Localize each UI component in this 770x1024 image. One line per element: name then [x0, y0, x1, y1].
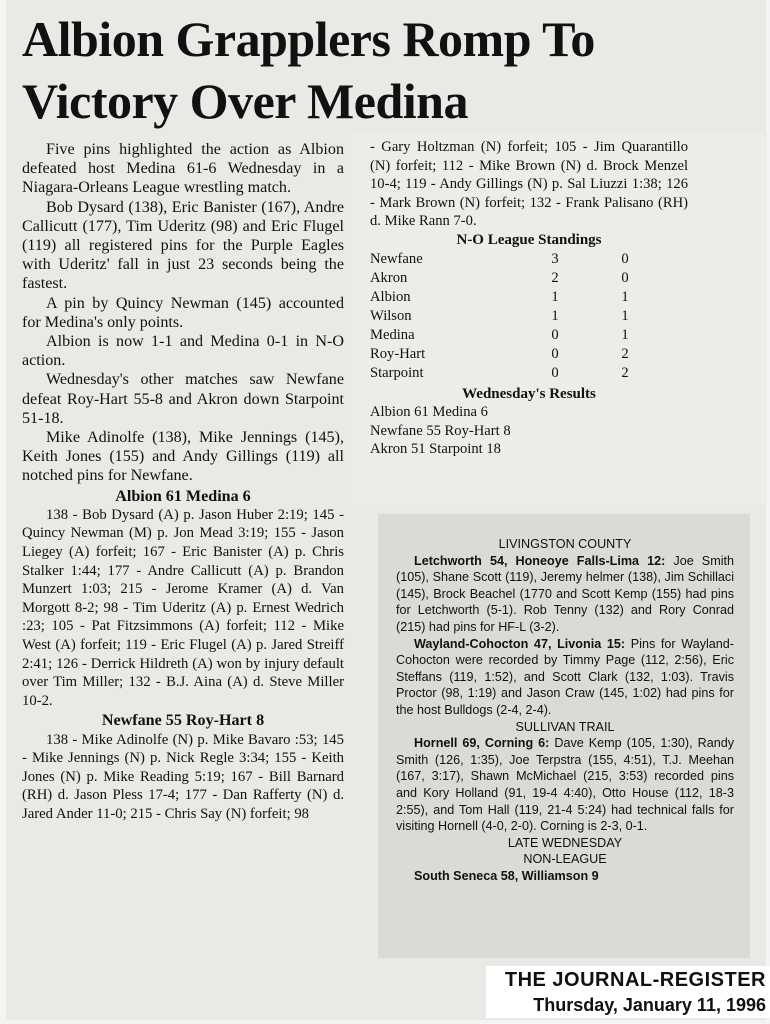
game-score: Hornell 69, Corning 6: [414, 736, 550, 751]
county-header: LIVINGSTON COUNTY [498, 537, 632, 551]
team-wins: 1 [551, 307, 559, 324]
county-game [396, 553, 734, 636]
team-losses: 2 [621, 364, 629, 381]
result-line: Newfane 55 Roy-Hart 8 [370, 422, 511, 439]
standings-row [370, 269, 660, 288]
team-wins: 2 [551, 269, 559, 286]
standings-row [370, 326, 660, 345]
standings-table [370, 250, 660, 383]
game-score: Wayland-Cohocton 47, Livonia 15: [414, 636, 626, 651]
article-paragraph: Albion is now 1-1 and Medina 0-1 in N-O action. [22, 333, 344, 370]
standings-row [370, 345, 660, 364]
team-losses: 1 [621, 288, 629, 305]
team-wins: 0 [551, 326, 559, 343]
article-right-column [370, 138, 688, 459]
team-name: Starpoint [370, 364, 424, 381]
result-line: Albion 61 Medina 6 [370, 404, 488, 421]
article-left-column [22, 140, 344, 824]
game-details: Pins for Wayland-Cohocton were recorded by Timmy Page (112, 2:56), Eric Steffans (119, 1:52), and Scott Clark (132, 1:03). Travis Proctor (98, 1:19) and Jason Craw (145, 1:02) had pins for the host Bulldogs (2-4, 2-4). [396, 636, 735, 717]
article-paragraph: Wednesday's other matches saw Newfane defeat Roy-Hart 55-8 and Akron down Starpoint 51-18. [22, 371, 344, 427]
team-wins: 0 [551, 364, 559, 381]
county-game [396, 636, 734, 719]
match-results-albion: 138 - Bob Dysard (A) p. Jason Huber 2:19; 145 - Quincy Newman (M) p. Jon Mead 3:19; 155 - Jason Liegey (A) forfeit; 167 - Eric Banister (A) p. Chris Stalker 1:44; 177 - Andre Callicutt (A) p. Brandon Munzert 1:03; 215 - Jerome Kramer (A) d. Van Morgott 8-2; 98 - Tim Uderitz (A) p. Ernest Wedrich :23; 105 - Pat Fitzsimmons (A) forfeit; 112 - Mike West (A) forfeit; 119 - Eric Flugel (A) p. Jared Streiff 2:41; 126 - Derrick Hildreth (A) won by injury default over Tim Miller; 132 - B.J. Aina (A) d. Steve Miller 10-2. [22, 506, 344, 709]
county-header: NON-LEAGUE [523, 852, 607, 867]
newspaper-date: Thursday, January 11, 1996 [533, 995, 766, 1015]
standings-row [370, 364, 660, 383]
county-game [396, 735, 734, 835]
article-paragraph: Mike Adinolfe (138), Mike Jennings (145), Keith Jones (155) and Andy Gillings (119) all notched pins for Newfane. [22, 429, 344, 485]
match-results-continued: - Gary Holtzman (N) forfeit; 105 - Jim Quarantillo (N) forfeit; 112 - Mike Brown (N) d. Brock Menzel 10-4; 119 - Andy Gillings (N) p. Sal Liuzzi 1:38; 126 - Mark Brown (N) forfeit; 132 - Frank Palisano (RH) d. Mike Rann 7-0. [370, 139, 688, 230]
newspaper-masthead [486, 966, 770, 1018]
standings-row [370, 307, 660, 326]
team-name: Wilson [370, 307, 412, 324]
standings-title: N-O League Standings [456, 231, 602, 248]
team-name: Akron [370, 269, 408, 286]
subhead-newfane-royhart: Newfane 55 Roy-Hart 8 [101, 712, 265, 730]
standings-row [370, 250, 660, 269]
team-name: Medina [370, 326, 415, 343]
article-paragraph: A pin by Quincy Newman (145) accounted for Medina's only points. [22, 294, 344, 331]
headline: Albion Grapplers Romp To Victory Over Medina [22, 11, 595, 129]
game-details: Joe Smith (105), Shane Scott (119), Jeremy helmer (138), Jim Schillaci (145), Brock Beachel (1770 and Scott Kemp (155) had pins for Letchworth (5-1). Rob Tenny (132) and Rory Conrad (215) had pins for HF-L (3-2). [396, 553, 734, 634]
standings-row [370, 288, 660, 307]
team-losses: 0 [621, 250, 629, 267]
game-details: Dave Kemp (105, 1:30), Randy Smith (126, 1:35), Joe Terpstra (155, 4:51), T.J. Meehan (167, 3:17), Shawn McMichael (215, 3:53) recorded pins and Kory Holland (91, 19-4 4:40), Otto House (112, 18-3 2:55), and Tom Hall (119, 21-4 5:24) had technical falls for visiting Hornell (4-0, 2-0). Corning is 2-3, 0-1. [396, 736, 735, 834]
team-wins: 1 [551, 288, 559, 305]
game-score: South Seneca 58, Williamson 9 [414, 868, 599, 883]
match-results-newfane: 138 - Mike Adinolfe (N) p. Mike Bavaro :53; 145 - Mike Jennings (N) p. Nick Regle 3:34; 155 - Keith Jones (N) p. Mike Reading 5:19; 167 - Bill Barnard (RH) d. Jason Pless 17-4; 177 - Dan Rafferty (N) d. Jared Ander 11-0; 215 - Chris Say (N) forfeit; 98 [22, 731, 344, 822]
team-wins: 0 [551, 345, 559, 362]
county-header: LATE WEDNESDAY [507, 835, 623, 850]
newspaper-name: THE JOURNAL-REGISTER [504, 969, 766, 991]
county-results [396, 536, 734, 884]
result-line: Akron 51 Starpoint 18 [370, 441, 501, 458]
county-header: SULLIVAN TRAIL [515, 719, 615, 734]
article-paragraph: Five pins highlighted the action as Albion defeated host Medina 61-6 Wednesday in a Niagara-Orleans League wrestling match. [22, 141, 344, 197]
county-game [396, 868, 734, 885]
team-losses: 1 [621, 307, 629, 324]
team-losses: 0 [621, 269, 629, 286]
game-score: Letchworth 54, Honeoye Falls-Lima 12: [414, 553, 666, 568]
team-name: Albion [370, 288, 411, 305]
team-name: Newfane [370, 250, 423, 267]
team-wins: 3 [551, 250, 559, 267]
team-losses: 1 [621, 326, 629, 343]
team-name: Roy-Hart [370, 345, 426, 362]
results-title: Wednesday's Results [462, 385, 596, 402]
article-paragraph: Bob Dysard (138), Eric Banister (167), Andre Callicutt (177), Tim Uderitz (98) and Eric Flugel (119) all registered pins for the Purple Eagles with Uderitz' fall in just 23 seconds being the fastest. [22, 198, 344, 293]
results-list [370, 403, 688, 459]
team-losses: 2 [621, 345, 629, 362]
subhead-albion-medina: Albion 61 Medina 6 [115, 487, 251, 505]
